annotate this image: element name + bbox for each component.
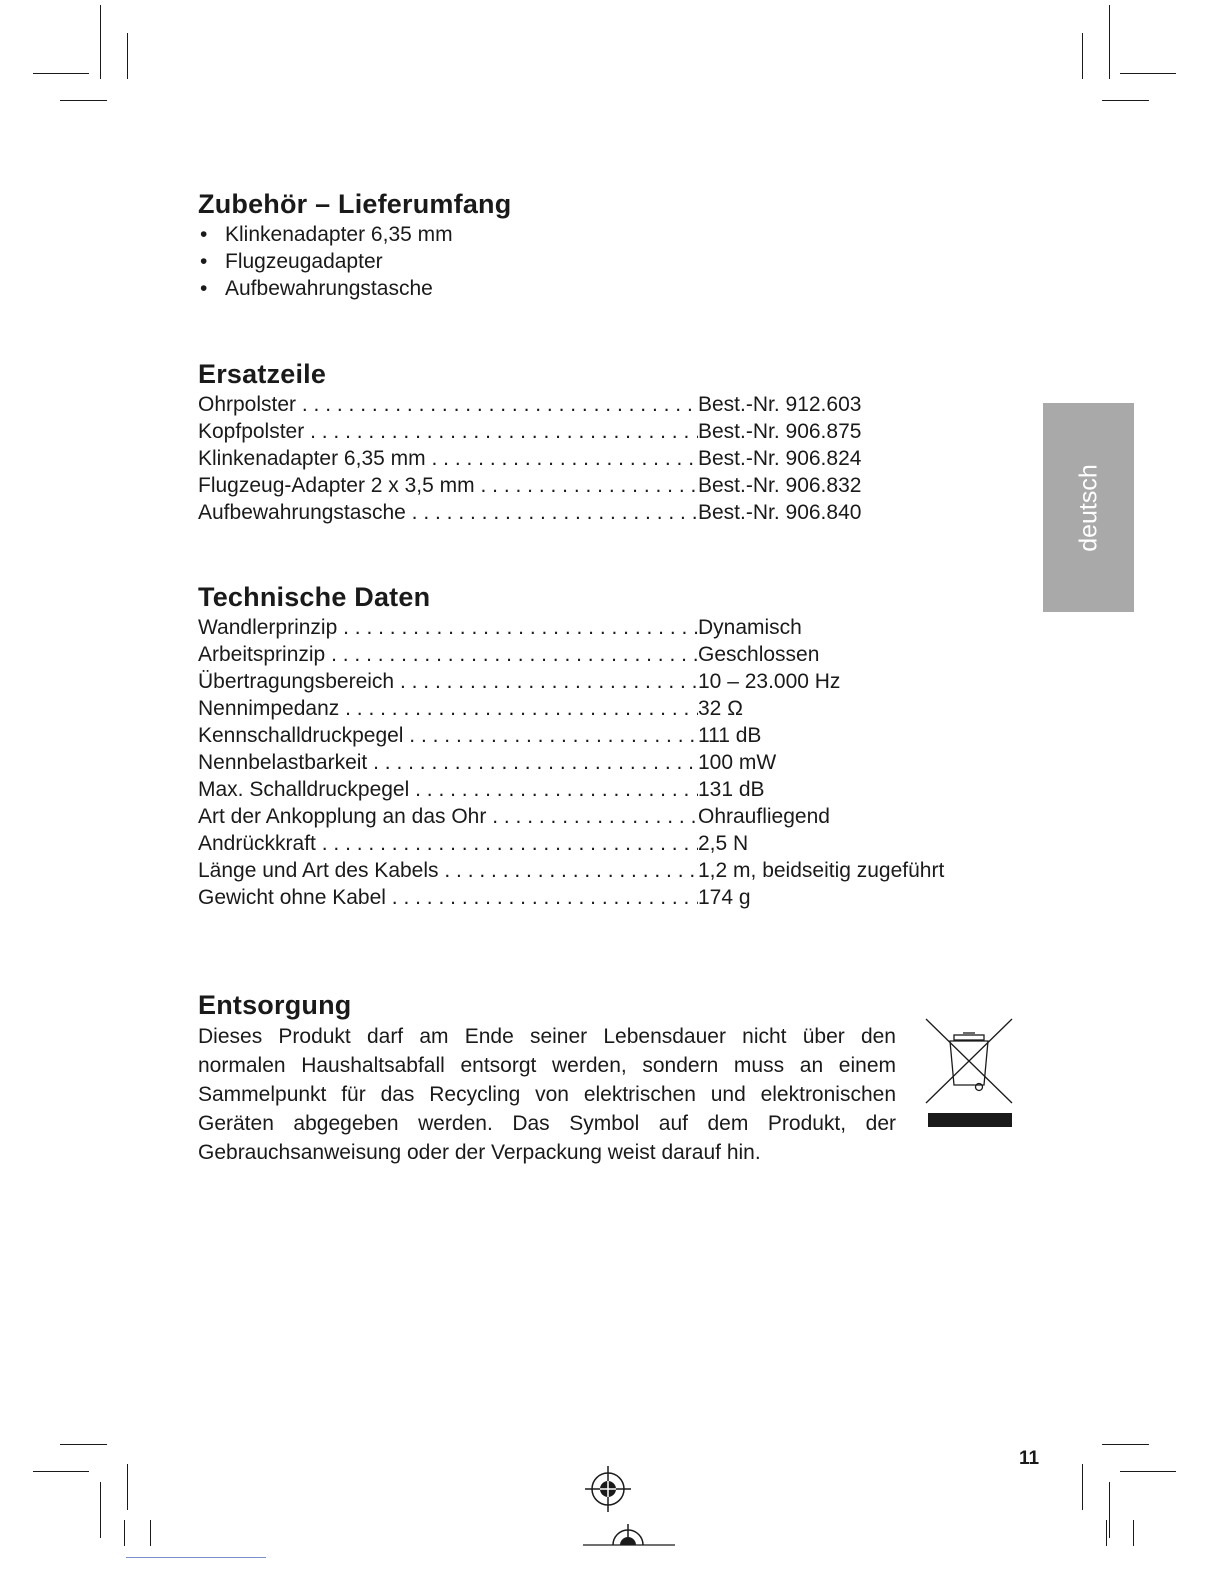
crop-mark [100, 1482, 101, 1538]
technische-daten-section [198, 580, 944, 911]
crop-mark [33, 73, 89, 74]
entsorgung-heading: Entsorgung [198, 990, 352, 1020]
spec-row: Wandlerprinzip . . . Dynamisch [198, 614, 944, 641]
technische-daten-heading: Technische Daten [198, 582, 431, 612]
spec-row: Übertragungsbereich . . . 10 – 23.000 Hz [198, 668, 944, 695]
list-item: • Klinkenadapter 6,35 mm [200, 223, 453, 246]
crop-mark [1082, 1464, 1083, 1510]
crop-mark [1133, 1520, 1134, 1546]
crop-mark [1102, 1444, 1149, 1445]
crop-mark [1109, 1482, 1110, 1538]
spec-row: Länge und Art des Kabels . . . 1,2 m, beidseitig zugeführt [198, 857, 944, 884]
crossed-out-wheelie-bin-icon [924, 1017, 1016, 1129]
spare-part-row: Aufbewahrungstasche . . . Best.-Nr. 906.840 [198, 499, 861, 526]
crop-mark [127, 33, 128, 79]
ersatzteile-list [198, 391, 861, 526]
crop-mark [1102, 100, 1149, 101]
crop-mark [150, 1520, 151, 1546]
list-item: • Aufbewahrungstasche [200, 277, 433, 300]
spec-row: Nennbelastbarkeit . . . 100 mW [198, 749, 944, 776]
spec-list [198, 614, 944, 911]
bullet-icon: • [200, 277, 208, 300]
crop-mark [1120, 73, 1176, 74]
ersatzteile-section [198, 357, 861, 526]
crop-mark [124, 1520, 125, 1546]
ersatzteile-heading: Ersatzeile [198, 359, 327, 389]
spec-row: Gewicht ohne Kabel . . . 174 g [198, 884, 944, 911]
crop-mark [1082, 33, 1083, 79]
crop-mark [33, 1471, 89, 1472]
spec-row: Kennschalldruckpegel . . . 111 dB [198, 722, 944, 749]
crop-mark [126, 1557, 266, 1558]
spec-row: Art der Ankopplung an das Ohr . . . Ohraufliegend [198, 803, 944, 830]
bullet-icon: • [200, 223, 208, 246]
crop-mark [60, 100, 107, 101]
language-tab-label: deutsch [1074, 463, 1102, 552]
entsorgung-text: Dieses Produkt darf am Ende seiner Lebensdauer nicht über den normalen Haushaltsabfall entsorgt werden, sondern muss an einem Sammelpunkt für das Recycling von elektrischen und elektronischen Geräten abgegeben werden. Das Symbol auf dem Produkt, der Gebrauchsanweisung oder der Verpackung weist darauf hin. [198, 1025, 896, 1164]
registration-mark-icon [585, 1466, 631, 1512]
spec-row: Arbeitsprinzip . . . Geschlossen [198, 641, 944, 668]
crop-mark [1120, 1471, 1176, 1472]
crop-mark [60, 1444, 107, 1445]
crop-mark [1109, 5, 1110, 79]
spec-row: Max. Schalldruckpegel . . . 131 dB [198, 776, 944, 803]
zubehoer-heading: Zubehör – Lieferumfang [198, 189, 512, 219]
spare-part-row: Klinkenadapter 6,35 mm . . . Best.-Nr. 906.824 [198, 445, 861, 472]
bullet-icon: • [200, 250, 208, 273]
spare-part-row: Ohrpolster . . . Best.-Nr. 912.603 [198, 391, 861, 418]
zubehoer-list [198, 221, 511, 302]
spec-row: Nennimpedanz . . . 32 Ω [198, 695, 944, 722]
crop-mark [1106, 1520, 1107, 1546]
spare-part-row: Kopfpolster . . . Best.-Nr. 906.875 [198, 418, 861, 445]
spec-row: Andrückkraft . . . 2,5 N [198, 830, 944, 857]
language-tab [1043, 403, 1134, 612]
entsorgung-section [198, 988, 896, 1167]
spare-part-row: Flugzeug-Adapter 2 x 3,5 mm . . . Best.-Nr. 906.832 [198, 472, 861, 499]
page-number: 11 [1019, 1448, 1040, 1469]
zubehoer-section [198, 187, 511, 302]
registration-mark-icon [583, 1520, 675, 1548]
crop-mark [127, 1464, 128, 1510]
crop-mark [100, 5, 101, 79]
list-item: • Flugzeugadapter [200, 250, 383, 273]
